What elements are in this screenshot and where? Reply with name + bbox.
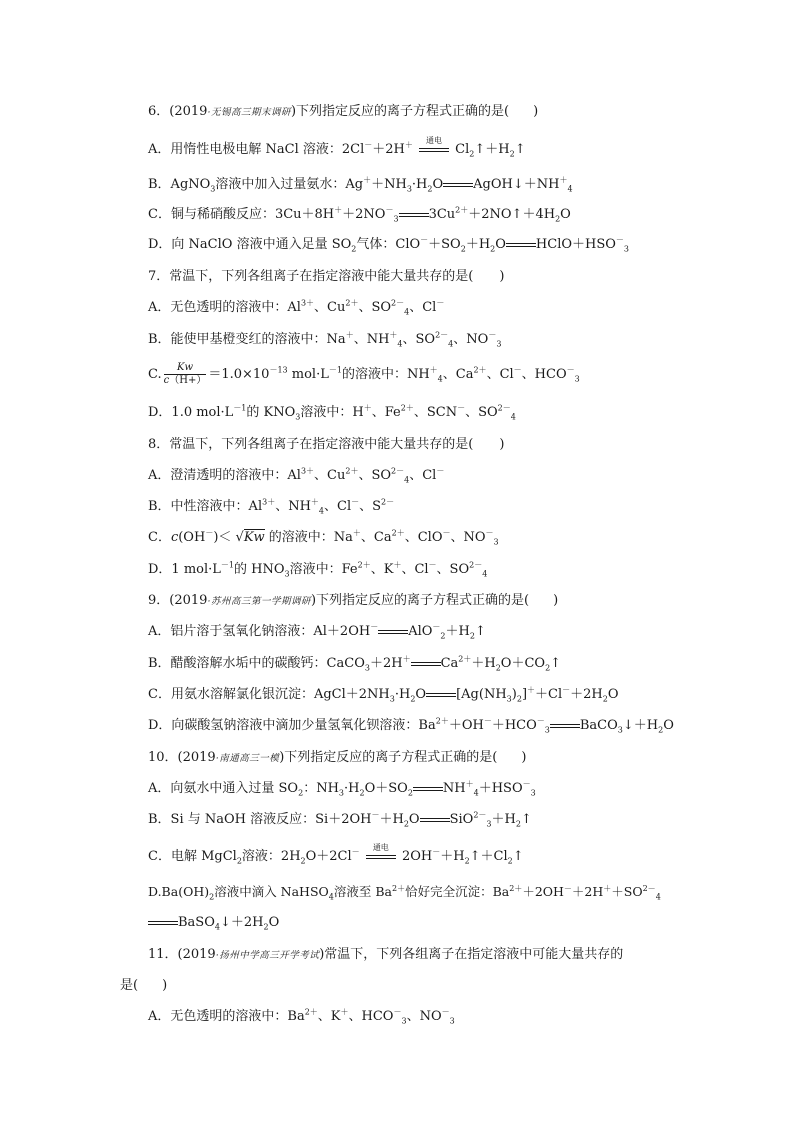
q8-option-c: C．c(OH－)＜ √Kw 的溶液中：Na＋、$Ca^{2+}$、ClO－、$NO^-_3$ [148,528,499,547]
q7-option-c: C. $\frac{Kw}{c(H+)}$ $=1.0\times 10^{-13}$ $mol\cdot L^{-1}$的溶液中：$NH^+_4$、$Ca^{2+}$、Cl－、$HCO^-_3$ [148,362,580,386]
q9-option-d: D．向碳酸氢钠溶液中滴加少量氢氧化钡溶液：$Ba^{2+}+OH^-+HCO^-_3$ $BaCO_3↓+H_2O$ [148,716,674,735]
q10-option-d-line2: $BaSO_4↓+2H_2O$ [148,914,279,932]
q10-option-a: A．向氨水中通入过量 $SO_2$：$NH_3\cdot H_2O+SO_2$ $NH^+_4+HSO^-_3$ [148,779,536,798]
question-10-stem: 10．(2019·南通高三一模)下列指定反应的离子方程式正确的是( ) [148,750,527,765]
q6-option-c: C．铜与稀硝酸反应：$3Cu+8H^++2NO^-_3$ $3Cu^{2+}+2NO↑+4H_2O$ [148,205,571,224]
q10-option-b: B．Si 与 NaOH 溶液反应：$Si+2OH^-+H_2O$ $SiO^{2-}_3+H_2↑$ [148,810,532,829]
q9-option-c: C．用氨水溶解氯化银沉淀：$AgCl+2NH_3\cdot H_2O$ $[Ag(NH_3)_2]^++Cl^-+2H_2O$ [148,685,619,704]
question-6-stem: 6．(2019·无锡高三期末调研)下列指定反应的离子方程式正确的是( ) [148,104,539,119]
q7-option-d: D．1.0 $mol\cdot L^{-1}$的 $KNO_3$溶液中：H＋、$Fe^{2+}$、SCN－、$SO^{2-}_4$ [148,403,516,422]
q10-option-d-line1: $D.Ba(OH)_2$溶液中滴入 NaHSO$_4$溶液至 $Ba^{2+}$恰好完全沉淀：$Ba^{2+}+2OH^-+2H^++SO^{2-}_4$ [148,883,661,902]
question-11-stem-line1: 11．(2019·扬州中学高三开学考试)常温下，下列各组离子在指定溶液中可能大量共存的 [148,947,624,962]
q11-option-a: A．无色透明的溶液中：$Ba^{2+}$、K＋、$HCO^-_3$、$NO^-_3$ [148,1007,455,1026]
q10-option-c: C．电解 MgCl$_2$溶液：$2H_2O+2Cl^-$ 通电 $2OH^-+H_2↑+Cl_2↑$ [148,843,524,866]
question-7-stem: 7．常温下，下列各组离子在指定溶液中能大量共存的是( ) [148,269,505,284]
q6-option-a: A．用惰性电极电解 NaCl 溶液：2Cl－＋2H＋ 通电 $Cl_2↑+H_2↑$ [148,136,526,159]
q6-option-b: B．AgNO$_3$溶液中加入过量氨水：$Ag^++NH_3\cdot H_2O$ $AgOH↓+NH^+_4$ [148,175,573,194]
q8-option-d: D．1 $mol\cdot L^{-1}$的 $HNO_3$溶液中：$Fe^{2+}$、K＋、Cl－、$SO^{2-}_4$ [148,560,488,579]
q7-option-a: A．无色透明的溶液中：$Al^{3+}$、$Cu^{2+}$、$SO^{2-}_4$、Cl－ [148,298,445,317]
question-9-stem: 9．(2019·苏州高三第一学期调研)下列指定反应的离子方程式正确的是( ) [148,593,559,608]
q7-option-b: B．能使甲基橙变红的溶液中：Na＋、$NH^+_4$、$SO^{2-}_4$、$NO^-_3$ [148,330,502,349]
q8-option-a: A．澄清透明的溶液中：$Al^{3+}$、$Cu^{2+}$、$SO^{2-}_4$、Cl－ [148,466,445,485]
q9-option-b: B．醋酸溶解水垢中的碳酸钙：CaCO$_3$＋2H＋ $Ca^{2+}+H_2O+CO_2↑$ [148,654,562,673]
q9-option-a: A．铝片溶于氢氧化钠溶液：Al＋2OH－ $AlO^-_2+H_2↑$ [148,622,486,641]
question-11-stem-line2: 是( ) [120,978,168,993]
question-8-stem: 8．常温下，下列各组离子在指定溶液中能大量共存的是( ) [148,437,505,452]
q6-option-d: D．向 NaClO 溶液中通入足量 $SO_2$气体：$ClO^-+SO_2+H_2O$ $HClO+HSO^-_3$ [148,235,630,254]
q8-option-b: B．中性溶液中：$Al^{3+}$、$NH^+_4$、Cl－、$S^{2-}$ [148,497,395,516]
